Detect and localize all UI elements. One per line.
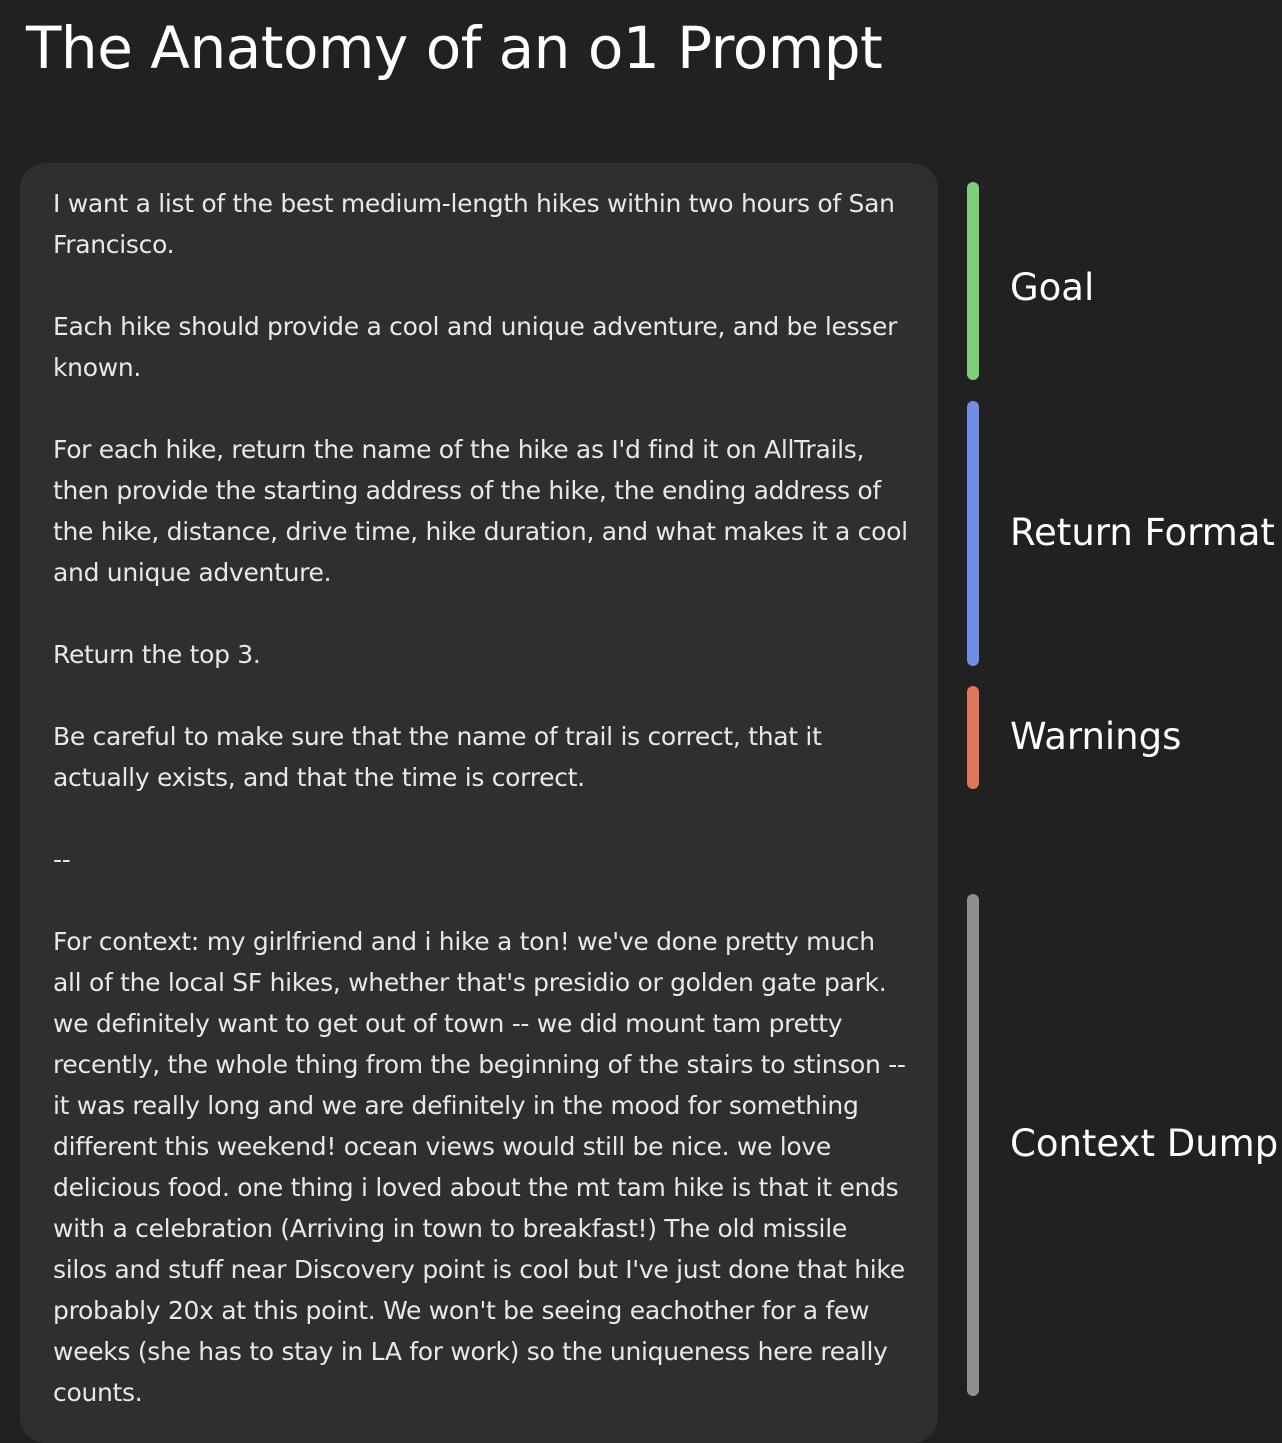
warnings-bar xyxy=(967,686,979,789)
prompt-return-format: For each hike, return the name of the hike as I'd find it on AllTrails, then provide the starting address of the hike, the ending address of the hike, distance, drive time, hike duration, and what makes it a cool and unique adventure. xyxy=(53,435,908,587)
prompt-goal-line-1: I want a list of the best medium-length hikes within two hours of San Francisco. xyxy=(53,189,895,259)
page-title: The Anatomy of an o1 Prompt xyxy=(26,14,883,82)
return-format-bar xyxy=(967,401,979,666)
context-dump-bar xyxy=(967,894,979,1396)
prompt-return-count: Return the top 3. xyxy=(53,640,261,669)
warnings-label: Warnings xyxy=(1010,715,1182,758)
return-format-label: Return Format xyxy=(1010,511,1275,554)
prompt-card xyxy=(20,163,938,1443)
goal-bar xyxy=(967,182,979,380)
prompt-separator: -- xyxy=(53,845,71,874)
prompt-goal-line-2: Each hike should provide a cool and unique adventure, and be lesser known. xyxy=(53,312,898,382)
prompt-context: For context: my girlfriend and i hike a ton! we've done pretty much all of the local SF hikes, whether that's presidio or golden gate park. we definitely want to get out of town -- we did mount tam pretty recently, the whole thing from the beginning of the stairs to stinson -- it was really long and we are definitely in the mood for something different this weekend! ocean views would still be nice. we love delicious food. one thing i loved about the mt tam hike is that it ends with a celebration (Arriving in town to breakfast!) The old missile silos and stuff near Discovery point is cool but I've just done that hike probably 20x at this point. We won't be seeing eachother for a few weeks (she has to stay in LA for work) so the uniqueness here really counts. xyxy=(53,927,906,1407)
goal-label: Goal xyxy=(1010,266,1095,309)
prompt-warnings: Be careful to make sure that the name of trail is correct, that it actually exists, and that the time is correct. xyxy=(53,722,822,792)
context-dump-label: Context Dump xyxy=(1010,1122,1279,1165)
